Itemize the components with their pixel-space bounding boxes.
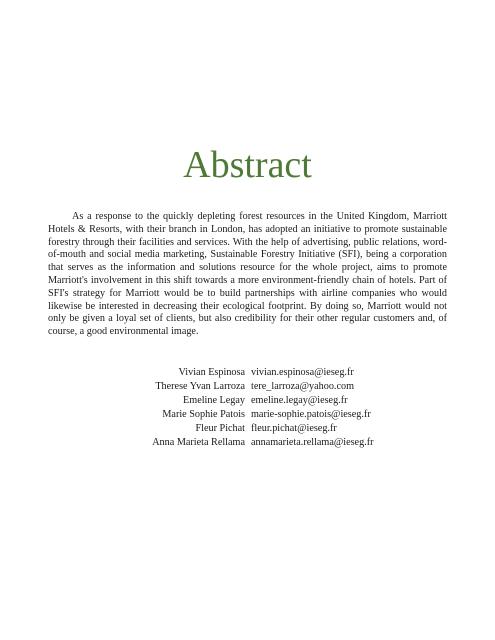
- author-row: [120, 408, 400, 422]
- author-row: [120, 366, 400, 380]
- author-list: [120, 366, 400, 450]
- page-title: Abstract: [183, 144, 312, 186]
- abstract-paragraph: As a response to the quickly depleting forest resources in the United Kingdom, Marriott Hotels & Resorts, with their branch in London, has adopted an initiative to promote sustainable forestry through their facilities and services. With the help of advertising, public relations, word-of-mouth and social media marketing, Sustainable Forestry Initiative (SFI), being a corporation that serves as the information and solutions resource for the whole project, aims to promote Marriott's involvement in this shift towards a more environment-friendly chain of hotels. Part of SFI's strategy for Marriott would be to build partnerships with airline companies who would likewise be interested in decreasing their ecological footprint. By doing so, Marriott would not only be given a loyal set of clients, but also credibility for their other regular customers and, of course, a good environmental image.: [48, 211, 447, 338]
- author-email: marie-sophie.patois@ieseg.fr: [251, 409, 371, 420]
- author-name: Vivian Espinosa: [178, 367, 245, 378]
- author-email: emeline.legay@ieseg.fr: [251, 395, 348, 406]
- author-name: Fleur Pichat: [195, 423, 245, 434]
- author-email: vivian.espinosa@ieseg.fr: [251, 367, 354, 378]
- author-row: [120, 422, 400, 436]
- author-email: tere_larroza@yahoo.com: [251, 381, 354, 392]
- author-row: [120, 394, 400, 408]
- author-row: [120, 436, 400, 450]
- author-name: Emeline Legay: [183, 395, 245, 406]
- author-row: [120, 380, 400, 394]
- author-email: fleur.pichat@ieseg.fr: [251, 423, 337, 434]
- author-name: Anna Marieta Rellama: [152, 437, 245, 448]
- author-email: annamarieta.rellama@ieseg.fr: [251, 437, 374, 448]
- author-name: Marie Sophie Patois: [162, 409, 245, 420]
- author-name: Therese Yvan Larroza: [155, 381, 245, 392]
